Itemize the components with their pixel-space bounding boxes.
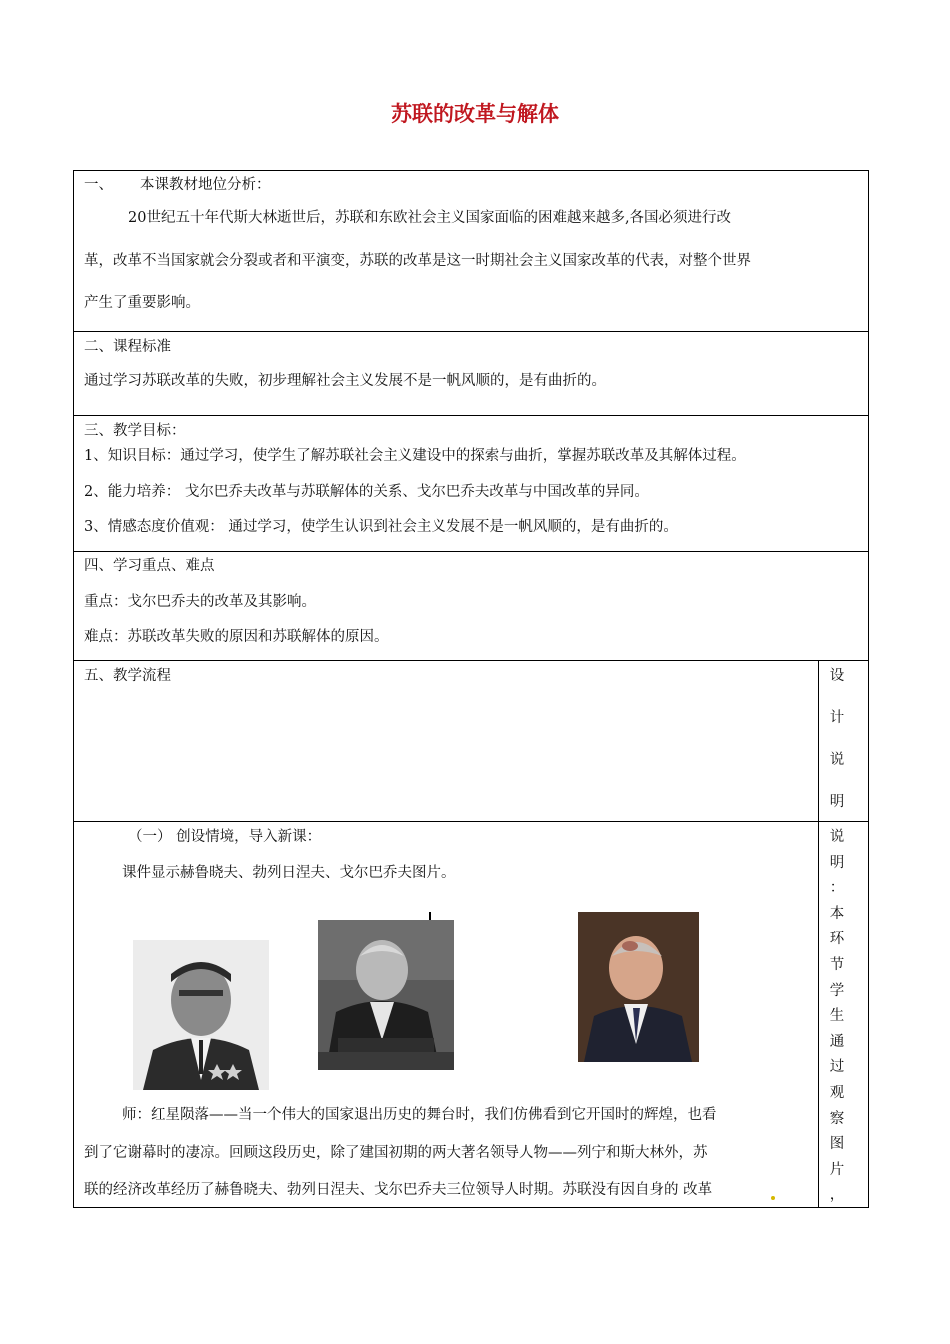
row-divider (73, 551, 869, 552)
design-note-char: 生 (829, 1008, 845, 1025)
row-divider (73, 331, 869, 332)
design-note-char: 片 (829, 1161, 845, 1178)
portrait-photo-image (133, 940, 269, 1090)
design-note-char: 说 (829, 752, 845, 768)
paragraph-line: 产生了重要影响。 (84, 295, 200, 311)
design-note-char: 察 (829, 1110, 845, 1127)
design-note-char: 计 (829, 710, 845, 726)
section-body: 通过学习苏联改革的失败，初步理解社会主义发展不是一帆风顺的，是有曲折的。 (84, 373, 606, 389)
table-border-right (868, 170, 869, 1208)
intro-line: 课件显示赫鲁晓夫、勃列日涅夫、戈尔巴乔夫图片。 (122, 865, 456, 881)
goal-item: 2、能力培养： 戈尔巴乔夫改革与苏联解体的关系、戈尔巴乔夫改革与中国改革的异同。 (84, 484, 649, 500)
design-note-char: 设 (829, 668, 845, 684)
stray-dot (771, 1196, 775, 1200)
section-heading: 二、课程标准 (84, 339, 171, 355)
portrait-photo (578, 912, 699, 1062)
side-column-divider (818, 660, 819, 1208)
design-note-char: ， (829, 1187, 845, 1204)
portrait-photo-image (318, 920, 454, 1070)
paragraph-line: 20世纪五十年代斯大林逝世后，苏联和东欧社会主义国家面临的困难越来越多,各国必须进行改 (128, 210, 732, 226)
portrait-photo (133, 940, 269, 1090)
table-border-left (73, 170, 74, 1208)
design-note-char: 说 (829, 829, 845, 845)
design-note-char: 过 (829, 1059, 845, 1076)
design-note-char: 环 (829, 931, 845, 948)
goal-item: 1、知识目标：通过学习，使学生了解苏联社会主义建设中的探索与曲折，掌握苏联改革及其解体过程。 (84, 448, 746, 464)
table-border-bottom (73, 1207, 869, 1208)
difficult-point: 难点：苏联改革失败的原因和苏联解体的原因。 (84, 629, 389, 645)
row-divider (73, 821, 869, 822)
paragraph-line: 到了它谢幕时的凄凉。回顾这段历史，除了建国初期的两大著名领导人物——列宁和斯大林外，苏 (84, 1145, 708, 1161)
design-note-char: 本 (829, 905, 845, 922)
paragraph-line: 革，改革不当国家就会分裂或者和平演变，苏联的改革是这一时期社会主义国家改革的代表，对整个世界 (84, 253, 751, 269)
design-note-char: 明 (829, 794, 845, 810)
design-note-char: 明 (829, 854, 845, 871)
section-heading: 三、教学目标： (84, 423, 186, 439)
stray-mark (429, 912, 431, 920)
design-note-char: ： (829, 880, 845, 897)
paragraph-line: 联的经济改革经历了赫鲁晓夫、勃列日涅夫、戈尔巴乔夫三位领导人时期。苏联没有因自身的 改革 (84, 1182, 713, 1198)
subsection-heading: （一） 创设情境，导入新课： (128, 829, 322, 845)
design-note-char: 图 (829, 1136, 845, 1153)
section-number: 一、 (84, 177, 113, 193)
design-note-char: 节 (829, 957, 845, 973)
goal-item: 3、情感态度价值观： 通过学习，使学生认识到社会主义发展不是一帆风顺的，是有曲折的。 (84, 519, 678, 535)
row-divider (73, 660, 869, 661)
design-note-char: 通 (829, 1033, 845, 1050)
key-point: 重点：戈尔巴乔夫的改革及其影响。 (84, 594, 316, 610)
page-title: 苏联的改革与解体 (391, 102, 559, 126)
row-divider (73, 415, 869, 416)
section-heading: 四、学习重点、难点 (84, 558, 215, 574)
design-note-char: 学 (829, 982, 845, 999)
section-heading: 本课教材地位分析： (140, 177, 271, 193)
portrait-photo (318, 920, 454, 1070)
table-border-top (73, 170, 869, 171)
section-heading: 五、教学流程 (84, 668, 171, 684)
portrait-photo-image (578, 912, 699, 1062)
paragraph-line: 师：红星陨落——当一个伟大的国家退出历史的舞台时，我们仿佛看到它开国时的辉煌，也看 (122, 1107, 717, 1123)
design-note-char: 观 (829, 1085, 845, 1101)
